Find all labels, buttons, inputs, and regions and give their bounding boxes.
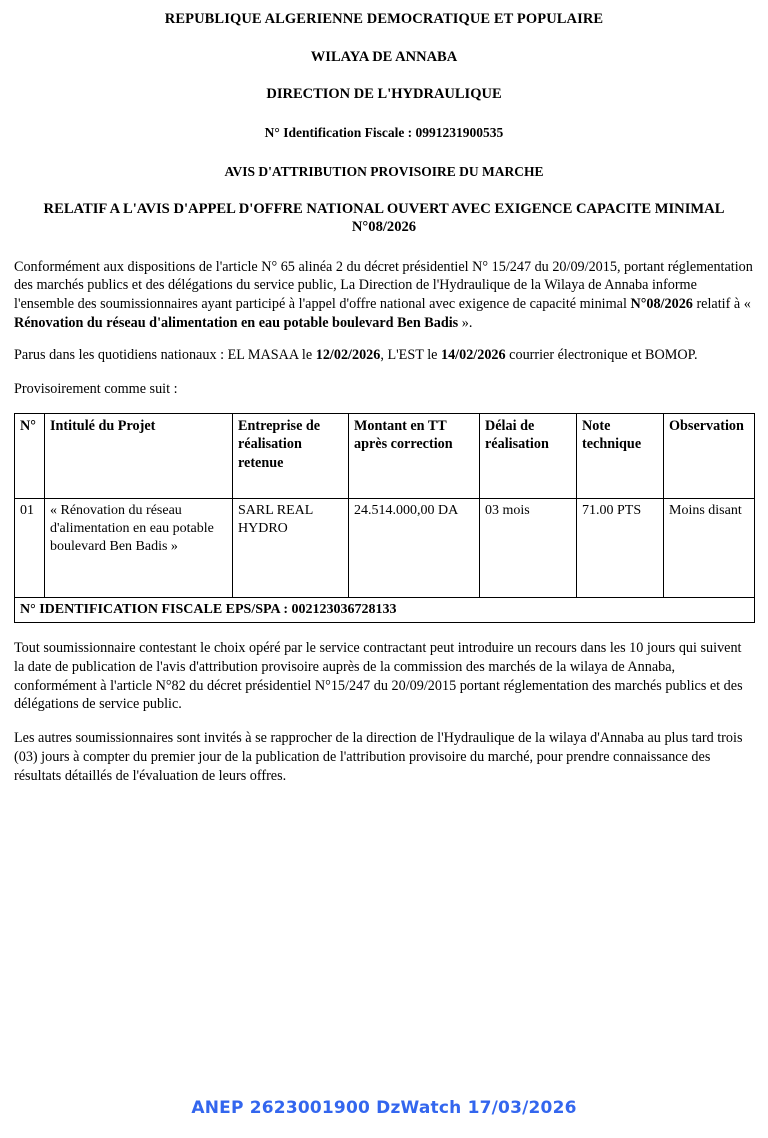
cell-num: 01 [15, 498, 45, 597]
heading-notice-title: AVIS D'ATTRIBUTION PROVISOIRE DU MARCHE [224, 163, 544, 179]
cell-note: 71.00 PTS [577, 498, 664, 597]
cell-projet: « Rénovation du réseau d'alimentation en eau potable boulevard Ben Badis » [45, 498, 233, 597]
cell-montant: 24.514.000,00 DA [349, 498, 480, 597]
cell-entreprise: SARL REAL HYDRO [233, 498, 349, 597]
table-fiscal-id-row [15, 597, 755, 622]
paragraph-publications [14, 346, 754, 365]
column-header-note: Note technique [577, 413, 664, 498]
cell-delai: 03 mois [480, 498, 577, 597]
attribution-table [14, 413, 755, 623]
column-header-projet: Intitulé du Projet [45, 413, 233, 498]
parus-text-part1: Parus dans les quotidiens nationaux : EL MASAA le [14, 347, 316, 364]
heading-fiscal-identification: N° Identification Fiscale : 0991231900535 [264, 125, 504, 141]
intro-text-part1: Conformément aux dispositions de l'article N° 65 alinéa 2 du décret présidentiel N° 15/247 du 20/09/2015, portant réglementation des marchés publics et des délégations du service public, La Direction de l'Hydraulique de la Wilaya de Annaba informe l'ensemble des soumissionnaires ayant participé à l'appel d'offre national avec exigence de capacité minimal [14, 258, 753, 312]
table-header-row [15, 413, 755, 498]
paragraph-intro [14, 258, 754, 333]
cell-observation: Moins disant [664, 498, 755, 597]
intro-text-part2: relatif à « [692, 295, 751, 312]
paragraph-recours: Tout soumissionnaire contestant le choix opéré par le service contractant peut introduire un recours dans les 10 jours qui suivent la date de publication de l'avis d'attribution provisoire auprès de la commission des marchés de la wilaya de Annaba, conformément à l'article N°82 du décret présidentiel N°15/247 du 20/09/2015 portant réglementation des marchés publics et des délégations de service public. [14, 640, 743, 713]
column-header-observation: Observation [664, 413, 755, 498]
column-header-entreprise: Entreprise de réalisation retenue [233, 413, 349, 498]
column-header-num: N° [15, 413, 45, 498]
anep-footer: ANEP 2623001900 DzWatch 17/03/2026 [191, 1098, 577, 1118]
parus-date-lest: 14/02/2026 [440, 347, 506, 364]
table-row [15, 498, 755, 597]
intro-tender-number: N°08/2026 [630, 295, 693, 312]
parus-date-el-masaa: 12/02/2026 [315, 347, 381, 364]
paragraph-provisoirement: Provisoirement comme suit : [14, 381, 178, 398]
intro-text-part3: ». [458, 314, 473, 331]
intro-project-title: Rénovation du réseau d'alimentation en eau potable boulevard Ben Badis [14, 314, 459, 331]
column-header-delai: Délai de réalisation [480, 413, 577, 498]
parus-text-part2: , L'EST le [380, 347, 441, 364]
paragraph-autres-soumissionnaires: Les autres soumissionnaires sont invités à se rapprocher de la direction de l'Hydraulique de la wilaya d'Annaba au plus tard trois (03) jours à compter du premier jour de la publication de l'attribution provisoire du marché, pour prendre connaissance des résultats détaillés de l'évaluation de leurs offres. [14, 730, 743, 784]
cell-fiscal-identification: N° IDENTIFICATION FISCALE EPS/SPA : 002123036728133 [15, 597, 755, 622]
heading-wilaya: WILAYA DE ANNABA [310, 48, 458, 65]
heading-republic: REPUBLIQUE ALGERIENNE DEMOCRATIQUE ET POPULAIRE [164, 11, 604, 27]
parus-text-part3: courrier électronique et BOMOP. [505, 347, 698, 364]
heading-direction: DIRECTION DE L'HYDRAULIQUE [266, 86, 502, 103]
heading-notice-subtitle: RELATIF A L'AVIS D'APPEL D'OFFRE NATIONAL OUVERT AVEC EXIGENCE CAPACITE MINIMAL N°08/2026 [43, 201, 725, 236]
column-header-montant: Montant en TT après correction [349, 413, 480, 498]
